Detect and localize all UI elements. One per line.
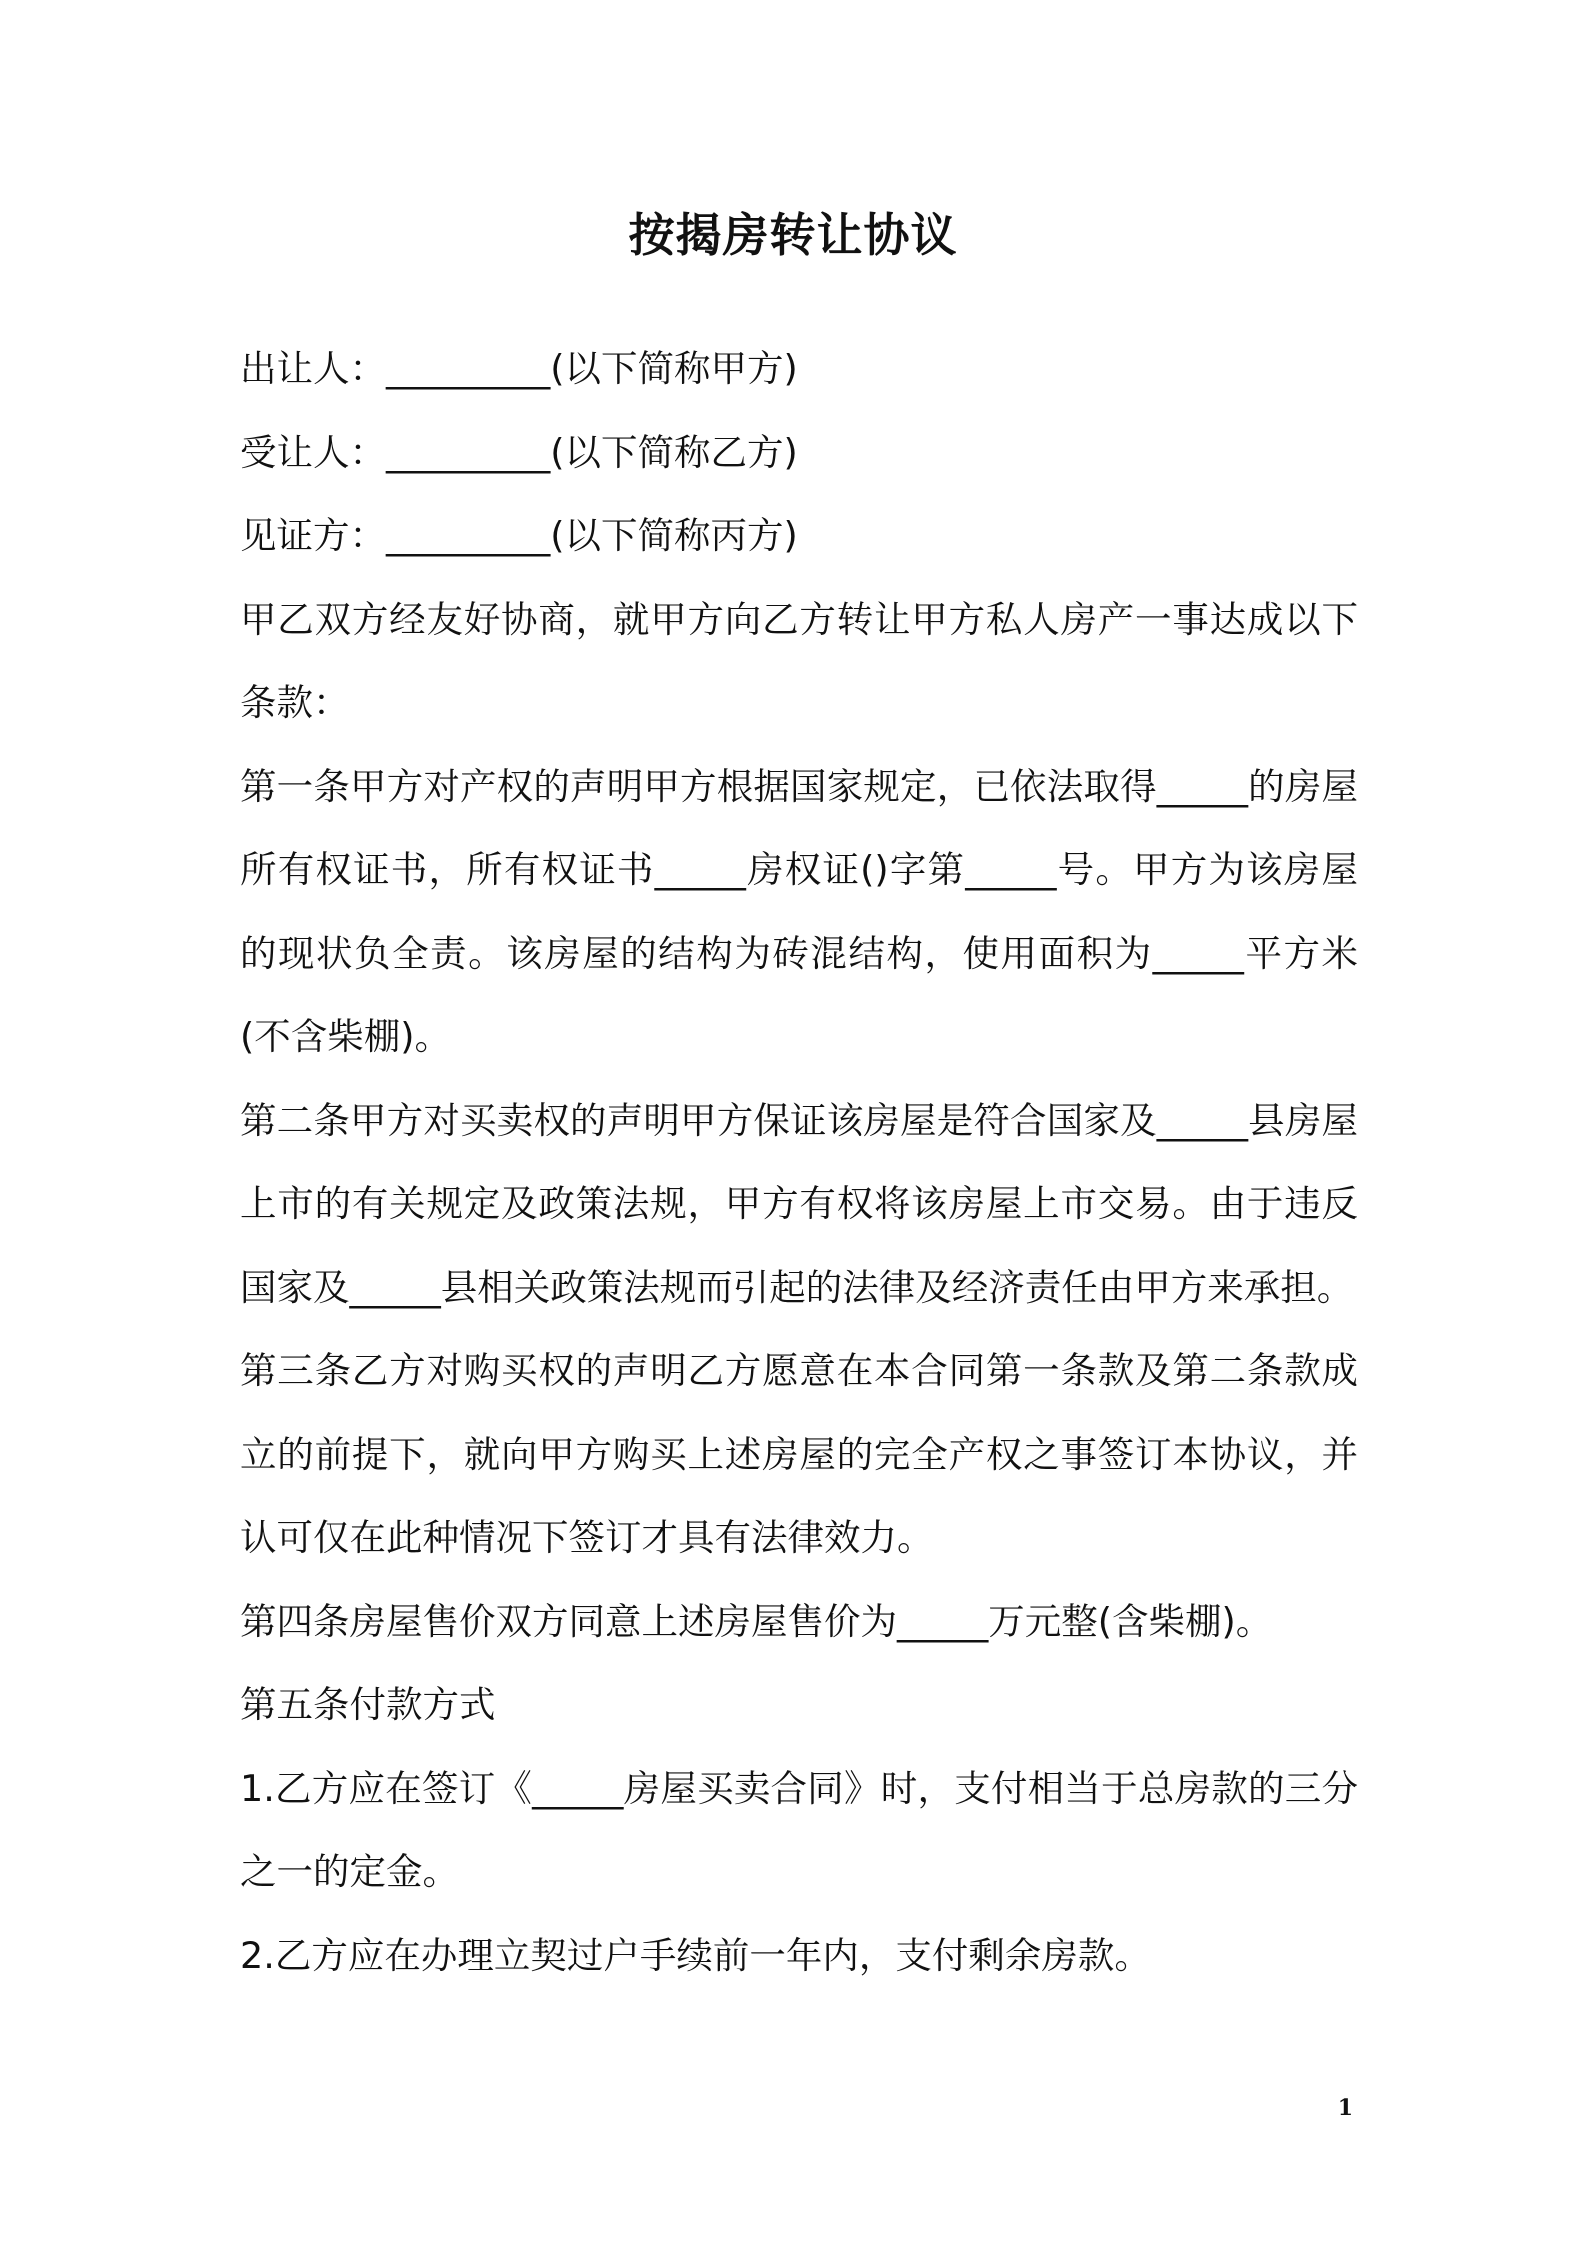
clause-3-paragraph: 第三条乙方对购买权的声明乙方愿意在本合同第一条款及第二条款成立的前提下，就向甲方购买上述房屋的完全产权之事签订本协议，并认可仅在此种情况下签订才具有法律效力。 [240, 1349, 1358, 1559]
page-number: 1 [1337, 2095, 1353, 2121]
clause-5-item-2: 2.乙方应在办理立契过户手续前一年内，支付剩余房款。 [240, 1933, 1151, 1977]
party-witness: 见证方：_________(以下简称丙方) [240, 514, 798, 557]
document-body [240, 327, 1358, 1997]
clause-2-paragraph: 第二条甲方对买卖权的声明甲方保证该房屋是符合国家及_____县房屋上市的有关规定及政策法规，甲方有权将该房屋上市交易。由于违反国家及_____县相关政策法规而引起的法律及经济责任由甲方来承担。 [240, 1098, 1358, 1309]
party-transferor: 出让人：_________(以下简称甲方) [240, 347, 798, 390]
clause-5-item-1: 1.乙方应在签订《_____房屋买卖合同》时，支付相当于总房款的三分之一的定金。 [240, 1766, 1358, 1893]
preamble-paragraph: 甲乙双方经友好协商，就甲方向乙方转让甲方私人房产一事达成以下条款： [240, 597, 1358, 724]
party-transferee: 受让人：_________(以下简称乙方) [240, 430, 798, 474]
clause-1-paragraph: 第一条甲方对产权的声明甲方根据国家规定，已依法取得_____的房屋所有权证书，所有权证书_____房权证()字第_____号。甲方为该房屋的现状负全责。该房屋的结构为砖混结构，使用面积为_____平方米(不含柴棚)。 [240, 764, 1358, 1058]
clause-4-paragraph: 第四条房屋售价双方同意上述房屋售价为_____万元整(含柴棚)。 [240, 1599, 1273, 1643]
document-title: 按揭房转让协议 [628, 208, 958, 262]
clause-5-heading: 第五条付款方式 [240, 1683, 496, 1726]
